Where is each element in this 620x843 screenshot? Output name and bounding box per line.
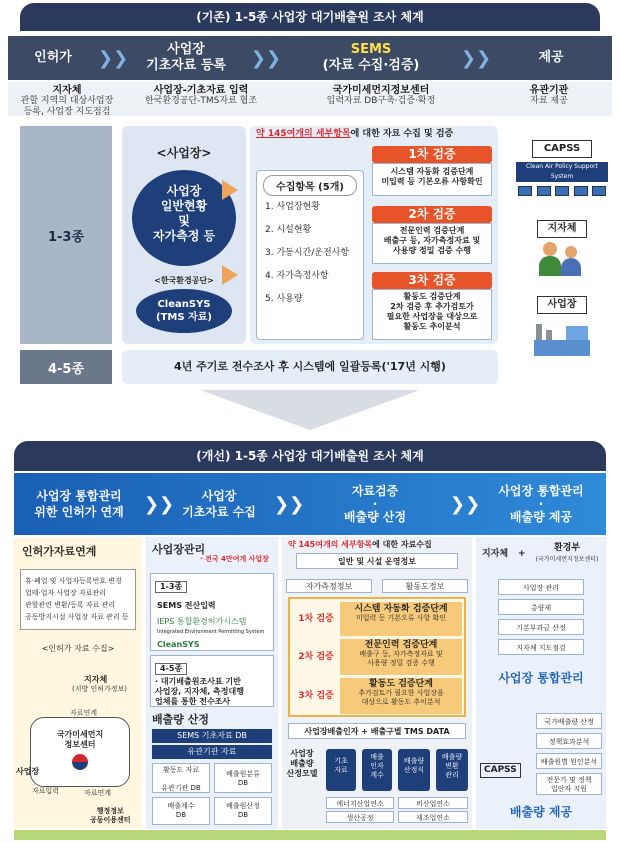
g2-label: 4-5종 — [155, 663, 187, 675]
row-label-4-5: 4-5종 — [20, 350, 112, 384]
col3-checks — [288, 597, 466, 717]
col3 — [282, 537, 472, 829]
col1-list-4: 공동방지시설 사업장 자료 관리 등 — [25, 613, 129, 621]
c4-list-1: 사업장 관리 — [498, 579, 584, 595]
col1 — [14, 537, 142, 829]
business-header: <사업장> — [156, 146, 212, 160]
chevron-right-icon: ❯❯ — [274, 493, 305, 515]
top-stage-4: 제공 — [538, 50, 564, 65]
col1-list-1: 휴·폐업 및 사업자등록번호 변경 — [25, 577, 122, 585]
bottom-box-2: 비산업연소 — [398, 797, 468, 809]
business-body: 사업장 일반현황 및 자가측정 등 — [132, 170, 236, 266]
chevron-right-icon: ❯❯ — [460, 47, 492, 69]
ieps-sub: Integrated Environment Permitting System — [157, 629, 265, 635]
bottom-box-4: 제조업연소 — [398, 811, 468, 823]
sub-4: 유관기관 자료 제공 — [529, 85, 569, 106]
c4-provide: 배출량 제공 — [509, 805, 573, 819]
taeguk-icon — [72, 754, 88, 770]
g1-label: 1-3종 — [155, 581, 187, 593]
check-3-l2: 2차 검증 후 추가검토가 필요한 사업장을 대상으로 활동도 추이분석 — [386, 302, 478, 331]
group-1-3 — [150, 573, 274, 651]
cleansys-oval: CleanSYS (TMS 자료) — [136, 289, 232, 333]
check-1-l2: 미입력 등 기본오류 사항확인 — [381, 177, 483, 186]
bottom-box-3: 생산공정 — [326, 811, 394, 823]
b-check-3-body — [340, 678, 462, 714]
jijache-badge: 지자체 — [537, 220, 587, 238]
arrow-down-icon — [200, 390, 420, 430]
people-icon — [537, 242, 587, 280]
top-stage-2: 사업장 기초자료 등록 — [146, 42, 226, 73]
sub-1: 지자체 관할 지역의 대상사업장 등록, 사업장 지도점검 — [20, 85, 114, 117]
b-check-2 — [292, 639, 462, 675]
c4-capss: CAPSS — [480, 763, 521, 778]
b-check-2-l2: 배출구 등, 자가측정자료 및 사용량 정밀 검증 수행 — [359, 650, 443, 667]
check-3-l1: 활동도 검증단계 — [403, 292, 461, 301]
row2-bar: 4년 주기로 전수조사 후 시스템에 일괄등록('17년 시행) — [122, 350, 498, 384]
col4 — [476, 537, 606, 829]
check-3-head: 3차 검증 — [372, 272, 492, 289]
top-stage-bar — [8, 36, 612, 80]
col1-list-3: 관할관련 변환/등록 자료 관리 — [25, 601, 116, 609]
business-panel — [122, 126, 246, 344]
top-title: (기존) 1-5종 사업장 대기배출원 조사 체계 — [20, 3, 600, 31]
calc-cell-1: 활동도 자료 유관기관 DB — [152, 763, 210, 793]
col3-right-tag: 활동도정보 — [382, 579, 468, 593]
monitor-icon — [518, 186, 606, 200]
model-title: 사업장 배출량 산정모델 — [286, 749, 318, 778]
item-2: 2. 시설현황 — [265, 225, 312, 235]
col1-title: 인허가자료연계 — [22, 545, 97, 558]
bottom-box-1: 에너지산업연소 — [326, 797, 394, 809]
col3-sub: 일반 및 시설 운영정보 — [296, 553, 458, 569]
top-stage-1: 인허가 — [34, 50, 72, 65]
bottom-stage-1: 사업장 통합관리 위한 인허가 연계 — [34, 489, 124, 519]
center-circle — [30, 717, 130, 787]
b-check-1-l1: 시스템 자동화 검증단계 — [354, 604, 448, 614]
c4-right-2: 정책효과분석 — [536, 733, 602, 749]
b-check-1-body — [340, 602, 462, 636]
check-1-head: 1차 검증 — [372, 146, 492, 163]
b-check-3-head: 3차 검증 — [298, 690, 334, 701]
calc-title: 배출량 산정 — [152, 713, 209, 726]
check-1-body — [372, 163, 492, 196]
bottom-stage-2: 사업장 기초자료 수집 — [182, 489, 256, 519]
chevron-right-icon: ❯❯ — [144, 493, 175, 515]
model-box-2: 배출 인자 계수 — [362, 749, 392, 791]
items-box — [256, 170, 364, 340]
bottom-stage-bar — [14, 473, 606, 535]
col3-result: 사업장배출인자 + 배출구별 TMS DATA — [288, 723, 466, 739]
item-1: 1. 사업장현황 — [265, 202, 320, 212]
b-check-3 — [292, 678, 462, 714]
group-4-5 — [150, 655, 274, 707]
c4-ministry-sub: (국가미세먼지정보센터) — [535, 556, 599, 563]
c1-input: 자료입력 — [32, 787, 60, 795]
check-2-head: 2차 검증 — [372, 206, 492, 223]
top-stage-3 — [286, 42, 456, 74]
check-1 — [372, 146, 492, 198]
g1-item-2: IEPS 통합환경허가시스템 — [157, 617, 247, 626]
arrow-right-icon — [222, 180, 238, 200]
calc-cell-4: 배출원산정 DB — [214, 797, 272, 825]
item-5: 5. 사용량 — [265, 294, 303, 304]
b-check-1-l2: 미입력 등 기본오류 사항 확인 — [355, 614, 447, 622]
b-check-2-head: 2차 검증 — [298, 651, 334, 662]
c4-ministry: 환경부 — [553, 543, 581, 553]
factory-icon — [532, 318, 592, 358]
c4-right-4: 전문가 및 정책 입안자 지원 — [536, 773, 602, 795]
b-check-2-body — [340, 639, 462, 675]
col1-list-2: 업태·업자 사업장 자료관리 — [25, 589, 107, 597]
b-check-1-head: 1차 검증 — [298, 613, 334, 624]
check-2-body — [372, 223, 492, 264]
b-check-3-l1: 활동도 검증단계 — [369, 679, 433, 689]
check-2-l1: 전문인력 검증단계 — [399, 226, 465, 235]
items-title: 수집항목 (5개) — [263, 175, 357, 196]
g1-item-3: CleanSYS — [157, 640, 200, 649]
model-box-1: 기초 자료 — [326, 749, 356, 791]
b-check-1 — [292, 602, 462, 636]
bottom-title: (개선) 1-5종 사업장 대기배출원 조사 체계 — [14, 441, 606, 471]
model-box-3: 배출량 산정식 — [398, 749, 430, 791]
capss-badge: CAPSS — [532, 140, 592, 158]
survey-title: 약 145여개의 세부항목에 대한 자료 수집 및 검증 — [256, 129, 454, 139]
top-subs — [8, 82, 612, 116]
b-check-2-l1: 전문인력 검증단계 — [364, 640, 438, 650]
item-3: 3. 가동시간/운전사항 — [265, 248, 350, 258]
sems-sub: (자료 수집·검증) — [322, 58, 420, 73]
survey-panel — [250, 126, 498, 344]
col3-left-tag: 자가측정정보 — [286, 579, 372, 593]
calc-cell-3: 배출계수 DB — [152, 797, 210, 825]
chevron-right-icon: ❯❯ — [250, 47, 282, 69]
bottom-stage-4: 사업장 통합관리 · 배출량 제공 — [498, 483, 584, 524]
c4-jijache: 지자체 — [482, 549, 509, 559]
business-badge: 사업장 — [537, 296, 587, 314]
c4-list-2: 총량제 — [498, 599, 584, 615]
c4-plus: + — [518, 549, 526, 559]
col2-note: · 전국 4만여개 사업장 — [200, 555, 269, 563]
c1-admin: 행정정보 공동이용센터 — [90, 807, 131, 824]
g2-text: · 대기배출원조사표 기반 사업장, 지자체, 측정대행 업체를 통한 전수조사 — [155, 677, 244, 706]
c1-link1: 자료연계 — [70, 709, 98, 717]
kec-label: <한국환경공단> — [154, 276, 214, 285]
c1-biz: 사업장 — [16, 767, 40, 776]
collect-title: <인허가 자료 수집> — [41, 644, 115, 653]
check-2-l2: 배출구 등, 자가측정자료 및 사용량 정밀 검증 수행 — [383, 236, 481, 255]
bottom-base-bar — [14, 830, 606, 840]
c4-list-4: 지자체 지도점검 — [498, 639, 584, 655]
calc-row-1: SEMS 기초자료 DB — [152, 729, 272, 743]
b-check-3-l2: 추가검토가 필요한 사업장을 대상으로 활동도 추이분석 — [358, 689, 444, 706]
c1-jijache-sub: (지방 인허가정보) — [72, 685, 128, 693]
item-4: 4. 자가측정사항 — [265, 271, 329, 281]
calc-row-2: 유관기관 자료 — [152, 745, 272, 759]
c1-jijache: 지자체 — [84, 675, 108, 684]
capss-sub: Clean Air Policy Support System — [516, 162, 608, 182]
chevron-right-icon: ❯❯ — [98, 47, 129, 69]
col2 — [146, 537, 278, 829]
col1-list — [20, 569, 136, 630]
col2-title: 사업장관리 — [152, 543, 206, 556]
right-col-top — [512, 126, 612, 384]
center-name: 국가미세먼지 정보센터 — [56, 730, 104, 749]
bottom-stage-3: 자료검증 · 배출량 산정 — [343, 483, 407, 524]
row-label-1-3: 1-3종 — [20, 126, 112, 344]
col3-header: 약 145여개의 세부항목에 대한 자료수집 — [288, 540, 432, 549]
sub-3: 국가미세먼지정보센터 입력자료 DB구축·검증·확정 — [326, 85, 436, 106]
c4-right-3: 배출원별 원인분석 — [536, 753, 602, 769]
c4-list-3: 기본부과금 산정 — [498, 619, 584, 635]
c4-right-1: 국가배출량 산정 — [536, 713, 602, 729]
check-1-l1: 시스템 자동화 검증단계 — [390, 167, 474, 176]
c1-link2: 자료연계 — [84, 789, 112, 797]
arrow-right-icon — [222, 265, 238, 285]
c4-integ: 사업장 통합관리 — [498, 671, 584, 685]
check-2 — [372, 206, 492, 266]
g1-item-1: SEMS 전산입력 — [157, 601, 216, 610]
check-3-body — [372, 289, 492, 340]
sems-label: SEMS — [350, 42, 392, 57]
calc-cell-2: 배출원분류 DB — [214, 763, 272, 793]
chevron-right-icon: ❯❯ — [450, 493, 481, 515]
model-box-4: 배출량 변환 관리 — [436, 749, 468, 791]
sub-2: 사업장-기초자료 입력 한국환경공단-TMS자료 협조 — [144, 85, 258, 106]
check-3 — [372, 272, 492, 340]
